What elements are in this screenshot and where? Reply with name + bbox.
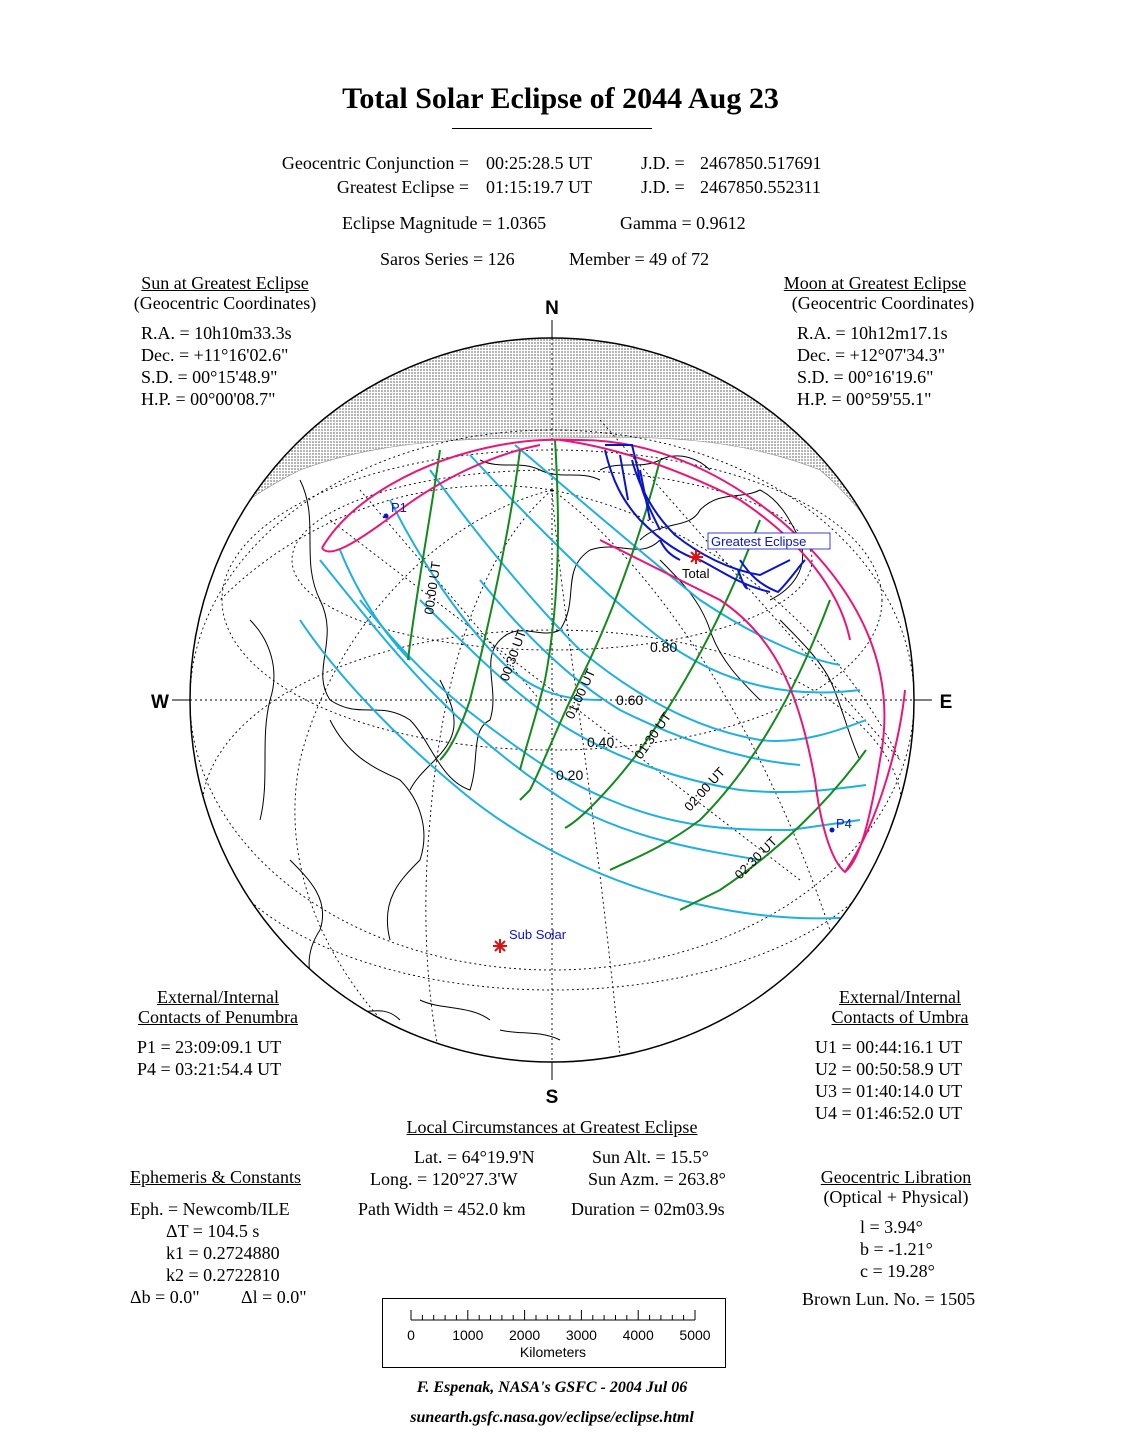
ephemeris-db: Δb = 0.0" bbox=[130, 1287, 200, 1307]
greatest-eclipse-marker bbox=[689, 550, 703, 564]
local-sun-azm: Sun Azm. = 263.8° bbox=[588, 1169, 726, 1189]
saros-member: Member = 49 of 72 bbox=[569, 249, 710, 269]
ephemeris-k1: k1 = 0.2724880 bbox=[166, 1243, 280, 1263]
sun-sd: S.D. = 00°15'48.9" bbox=[141, 367, 278, 387]
mag-label-080: 0.80 bbox=[650, 639, 678, 655]
umbra-title: External/Internal bbox=[839, 987, 961, 1007]
libration-subtitle: (Optical + Physical) bbox=[823, 1187, 969, 1207]
penumbra-title: External/Internal bbox=[157, 987, 279, 1007]
libration-c: c = 19.28° bbox=[860, 1261, 935, 1281]
greatest-eclipse-label: Greatest Eclipse = bbox=[336, 177, 469, 197]
penumbra-p1: P1 = 23:09:09.1 UT bbox=[137, 1037, 282, 1057]
mag-label-060: 0.60 bbox=[616, 692, 644, 708]
p1-marker bbox=[384, 514, 389, 519]
moon-subtitle: (Geocentric Coordinates) bbox=[791, 293, 975, 313]
compass-w: W bbox=[151, 692, 169, 713]
umbra-u3: U3 = 01:40:14.0 UT bbox=[815, 1081, 963, 1101]
time-curves bbox=[408, 440, 866, 910]
greatest-eclipse-jd-label: J.D. = bbox=[641, 177, 685, 197]
ut-label-0230: 02:30 UT bbox=[731, 833, 780, 883]
p4-marker bbox=[830, 828, 835, 833]
scale-bar bbox=[382, 1298, 726, 1368]
local-sun-alt: Sun Alt. = 15.5° bbox=[592, 1147, 709, 1167]
scale-tick-0: 0 bbox=[407, 1327, 415, 1343]
scale-tick-5000: 5000 bbox=[679, 1327, 711, 1343]
penumbra-subtitle: Contacts of Penumbra bbox=[138, 1007, 298, 1027]
total-label: Total bbox=[682, 566, 710, 581]
sun-ra: R.A. = 10h10m33.3s bbox=[141, 323, 292, 343]
ut-label-0100: 01:00 UT bbox=[562, 666, 599, 722]
ephemeris-dt: ΔT = 104.5 s bbox=[166, 1221, 260, 1241]
saros-series: Saros Series = 126 bbox=[380, 249, 515, 269]
compass-n: N bbox=[545, 298, 559, 319]
local-duration: Duration = 02m03.9s bbox=[571, 1199, 725, 1219]
ut-label-0130: 01:30 UT bbox=[631, 709, 675, 762]
penumbra-p4: P4 = 03:21:54.4 UT bbox=[137, 1059, 282, 1079]
compass-s: S bbox=[545, 1087, 559, 1108]
mag-label-040: 0.40 bbox=[587, 734, 615, 750]
greatest-eclipse-time: 01:15:19.7 UT bbox=[486, 177, 592, 197]
local-path-width: Path Width = 452.0 km bbox=[358, 1199, 526, 1219]
umbra-u4: U4 = 01:46:52.0 UT bbox=[815, 1103, 963, 1123]
scale-tick-4000: 4000 bbox=[622, 1327, 654, 1343]
eclipse-magnitude: Eclipse Magnitude = 1.0365 bbox=[342, 213, 547, 233]
greatest-eclipse-jd: 2467850.552311 bbox=[700, 177, 821, 197]
ut-label-0000: 00:00 UT bbox=[421, 560, 444, 616]
sun-title: Sun at Greatest Eclipse bbox=[141, 273, 309, 293]
page-title: Total Solar Eclipse of 2044 Aug 23 bbox=[342, 82, 779, 115]
moon-sd: S.D. = 00°16'19.6" bbox=[797, 367, 934, 387]
ephemeris-dl: Δl = 0.0" bbox=[241, 1287, 307, 1307]
conjunction-jd-label: J.D. = bbox=[641, 153, 685, 173]
conjunction-time: 00:25:28.5 UT bbox=[486, 153, 592, 173]
gamma: Gamma = 0.9612 bbox=[620, 213, 746, 233]
conjunction-jd: 2467850.517691 bbox=[700, 153, 822, 173]
umbra-u1: U1 = 00:44:16.1 UT bbox=[815, 1037, 963, 1057]
umbra-subtitle: Contacts of Umbra bbox=[831, 1007, 969, 1027]
moon-hp: H.P. = 00°59'55.1" bbox=[797, 389, 932, 409]
subsolar-label: Sub Solar bbox=[509, 927, 567, 942]
sun-hp: H.P. = 00°00'08.7" bbox=[141, 389, 276, 409]
libration-b: b = -1.21° bbox=[860, 1239, 933, 1259]
ephemeris-k2: k2 = 0.2722810 bbox=[166, 1265, 280, 1285]
sun-dec: Dec. = +11°16'02.6" bbox=[141, 345, 289, 365]
ut-label-0030: 00:30 UT bbox=[496, 627, 530, 684]
mag-label-020: 0.20 bbox=[556, 767, 584, 783]
moon-ra: R.A. = 10h12m17.1s bbox=[797, 323, 948, 343]
sun-subtitle: (Geocentric Coordinates) bbox=[133, 293, 317, 313]
p4-label: P4 bbox=[836, 816, 852, 831]
ut-label-0200: 02:00 UT bbox=[681, 764, 729, 815]
local-long: Long. = 120°27.3'W bbox=[370, 1169, 518, 1189]
ephemeris-eph: Eph. = Newcomb/ILE bbox=[130, 1199, 290, 1219]
libration-title: Geocentric Libration bbox=[820, 1167, 972, 1187]
conjunction-label: Geocentric Conjunction = bbox=[281, 153, 469, 173]
local-lat: Lat. = 64°19.9'N bbox=[414, 1147, 535, 1167]
scale-tick-2000: 2000 bbox=[509, 1327, 541, 1343]
umbra-u2: U2 = 00:50:58.9 UT bbox=[815, 1059, 963, 1079]
credit-line: F. Espenak, NASA's GSFC - 2004 Jul 06 bbox=[416, 1379, 688, 1396]
libration-l: l = 3.94° bbox=[860, 1217, 923, 1237]
credit-url: sunearth.gsfc.nasa.gov/eclipse/eclipse.html bbox=[410, 1409, 694, 1426]
scale-tick-3000: 3000 bbox=[565, 1327, 597, 1343]
ephemeris-title: Ephemeris & Constants bbox=[130, 1167, 301, 1187]
scale-tick-1000: 1000 bbox=[452, 1327, 484, 1343]
brown-lunation: Brown Lun. No. = 1505 bbox=[802, 1289, 976, 1309]
compass-e: E bbox=[939, 692, 953, 713]
greatest-eclipse-label: Greatest Eclipse bbox=[711, 534, 807, 549]
scale-unit: Kilometers bbox=[519, 1344, 587, 1360]
subsolar-marker bbox=[493, 939, 507, 953]
p1-label: P1 bbox=[391, 500, 407, 515]
moon-title: Moon at Greatest Eclipse bbox=[783, 273, 967, 293]
local-title: Local Circumstances at Greatest Eclipse bbox=[406, 1117, 698, 1137]
moon-dec: Dec. = +12°07'34.3" bbox=[797, 345, 946, 365]
